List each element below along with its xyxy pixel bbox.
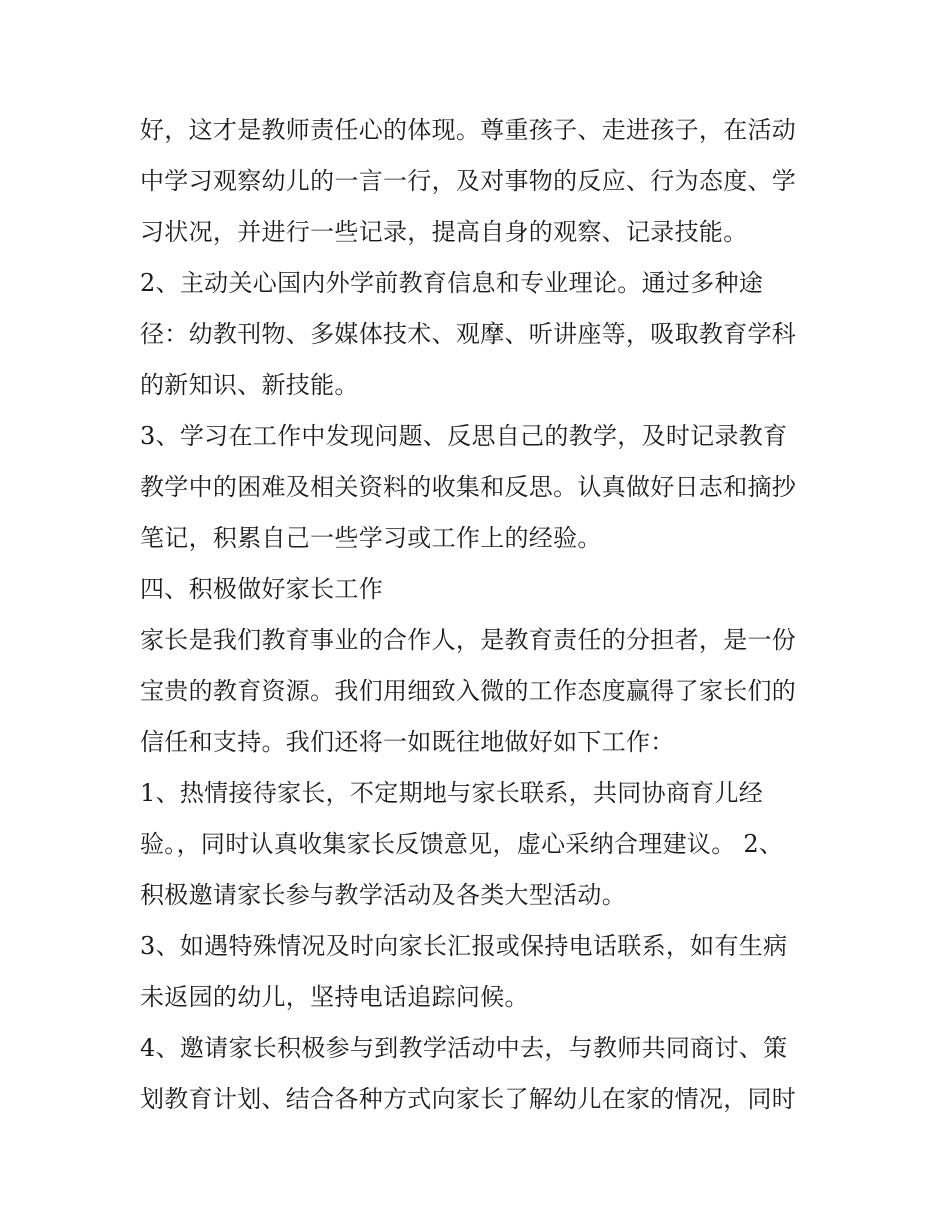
text-line: 3、学习在工作中发现问题、反思自己的教学，及时记录教育	[140, 422, 788, 450]
text-line: 宝贵的教育资源。我们用细致入微的工作态度赢得了家长们的	[140, 677, 797, 705]
text-line: 好，这才是教师责任心的体现。尊重孩子、走进孩子，在活动	[140, 116, 797, 144]
text-line: 积极邀请家长参与教学活动及各类大型活动。	[140, 881, 626, 909]
text-line: 笔记，积累自己一些学习或工作上的经验。	[140, 524, 602, 552]
text-line: 3、如遇特殊情况及时向家长汇报或保持电话联系，如有生病	[140, 932, 788, 960]
text-line: 教学中的困难及相关资料的收集和反思。认真做好日志和摘抄	[140, 473, 797, 501]
text-line: 习状况，并进行一些记录，提高自身的观察、记录技能。	[140, 218, 748, 246]
text-line: 2、主动关心国内外学前教育信息和专业理论。通过多种途	[140, 269, 764, 297]
text-line: 未返园的幼儿，坚持电话追踪问候。	[140, 983, 529, 1011]
text-line: 的新知识、新技能。	[140, 371, 359, 399]
text-line: 1、热情接待家长，不定期地与家长联系，共同协商育儿经	[140, 779, 764, 807]
text-line: 4、邀请家长积极参与到教学活动中去，与教师共同商讨、策	[140, 1034, 788, 1062]
text-line: 径：幼教刊物、多媒体技术、观摩、听讲座等，吸取教育学科	[140, 320, 797, 348]
text-line: 家长是我们教育事业的合作人，是教育责任的分担者，是一份	[140, 626, 797, 654]
text-line: 划教育计划、结合各种方式向家长了解幼儿在家的情况，同时	[140, 1085, 797, 1113]
section-heading: 四、积极做好家长工作	[140, 575, 383, 603]
text-line: 验。，同时认真收集家长反馈意见，虚心采纳合理建议。 2、	[140, 830, 784, 858]
text-line: 信任和支持。我们还将一如既往地做好如下工作：	[140, 728, 675, 756]
document-body	[140, 105, 830, 1125]
text-line: 中学习观察幼儿的一言一行，及对事物的反应、行为态度、学	[140, 167, 797, 195]
